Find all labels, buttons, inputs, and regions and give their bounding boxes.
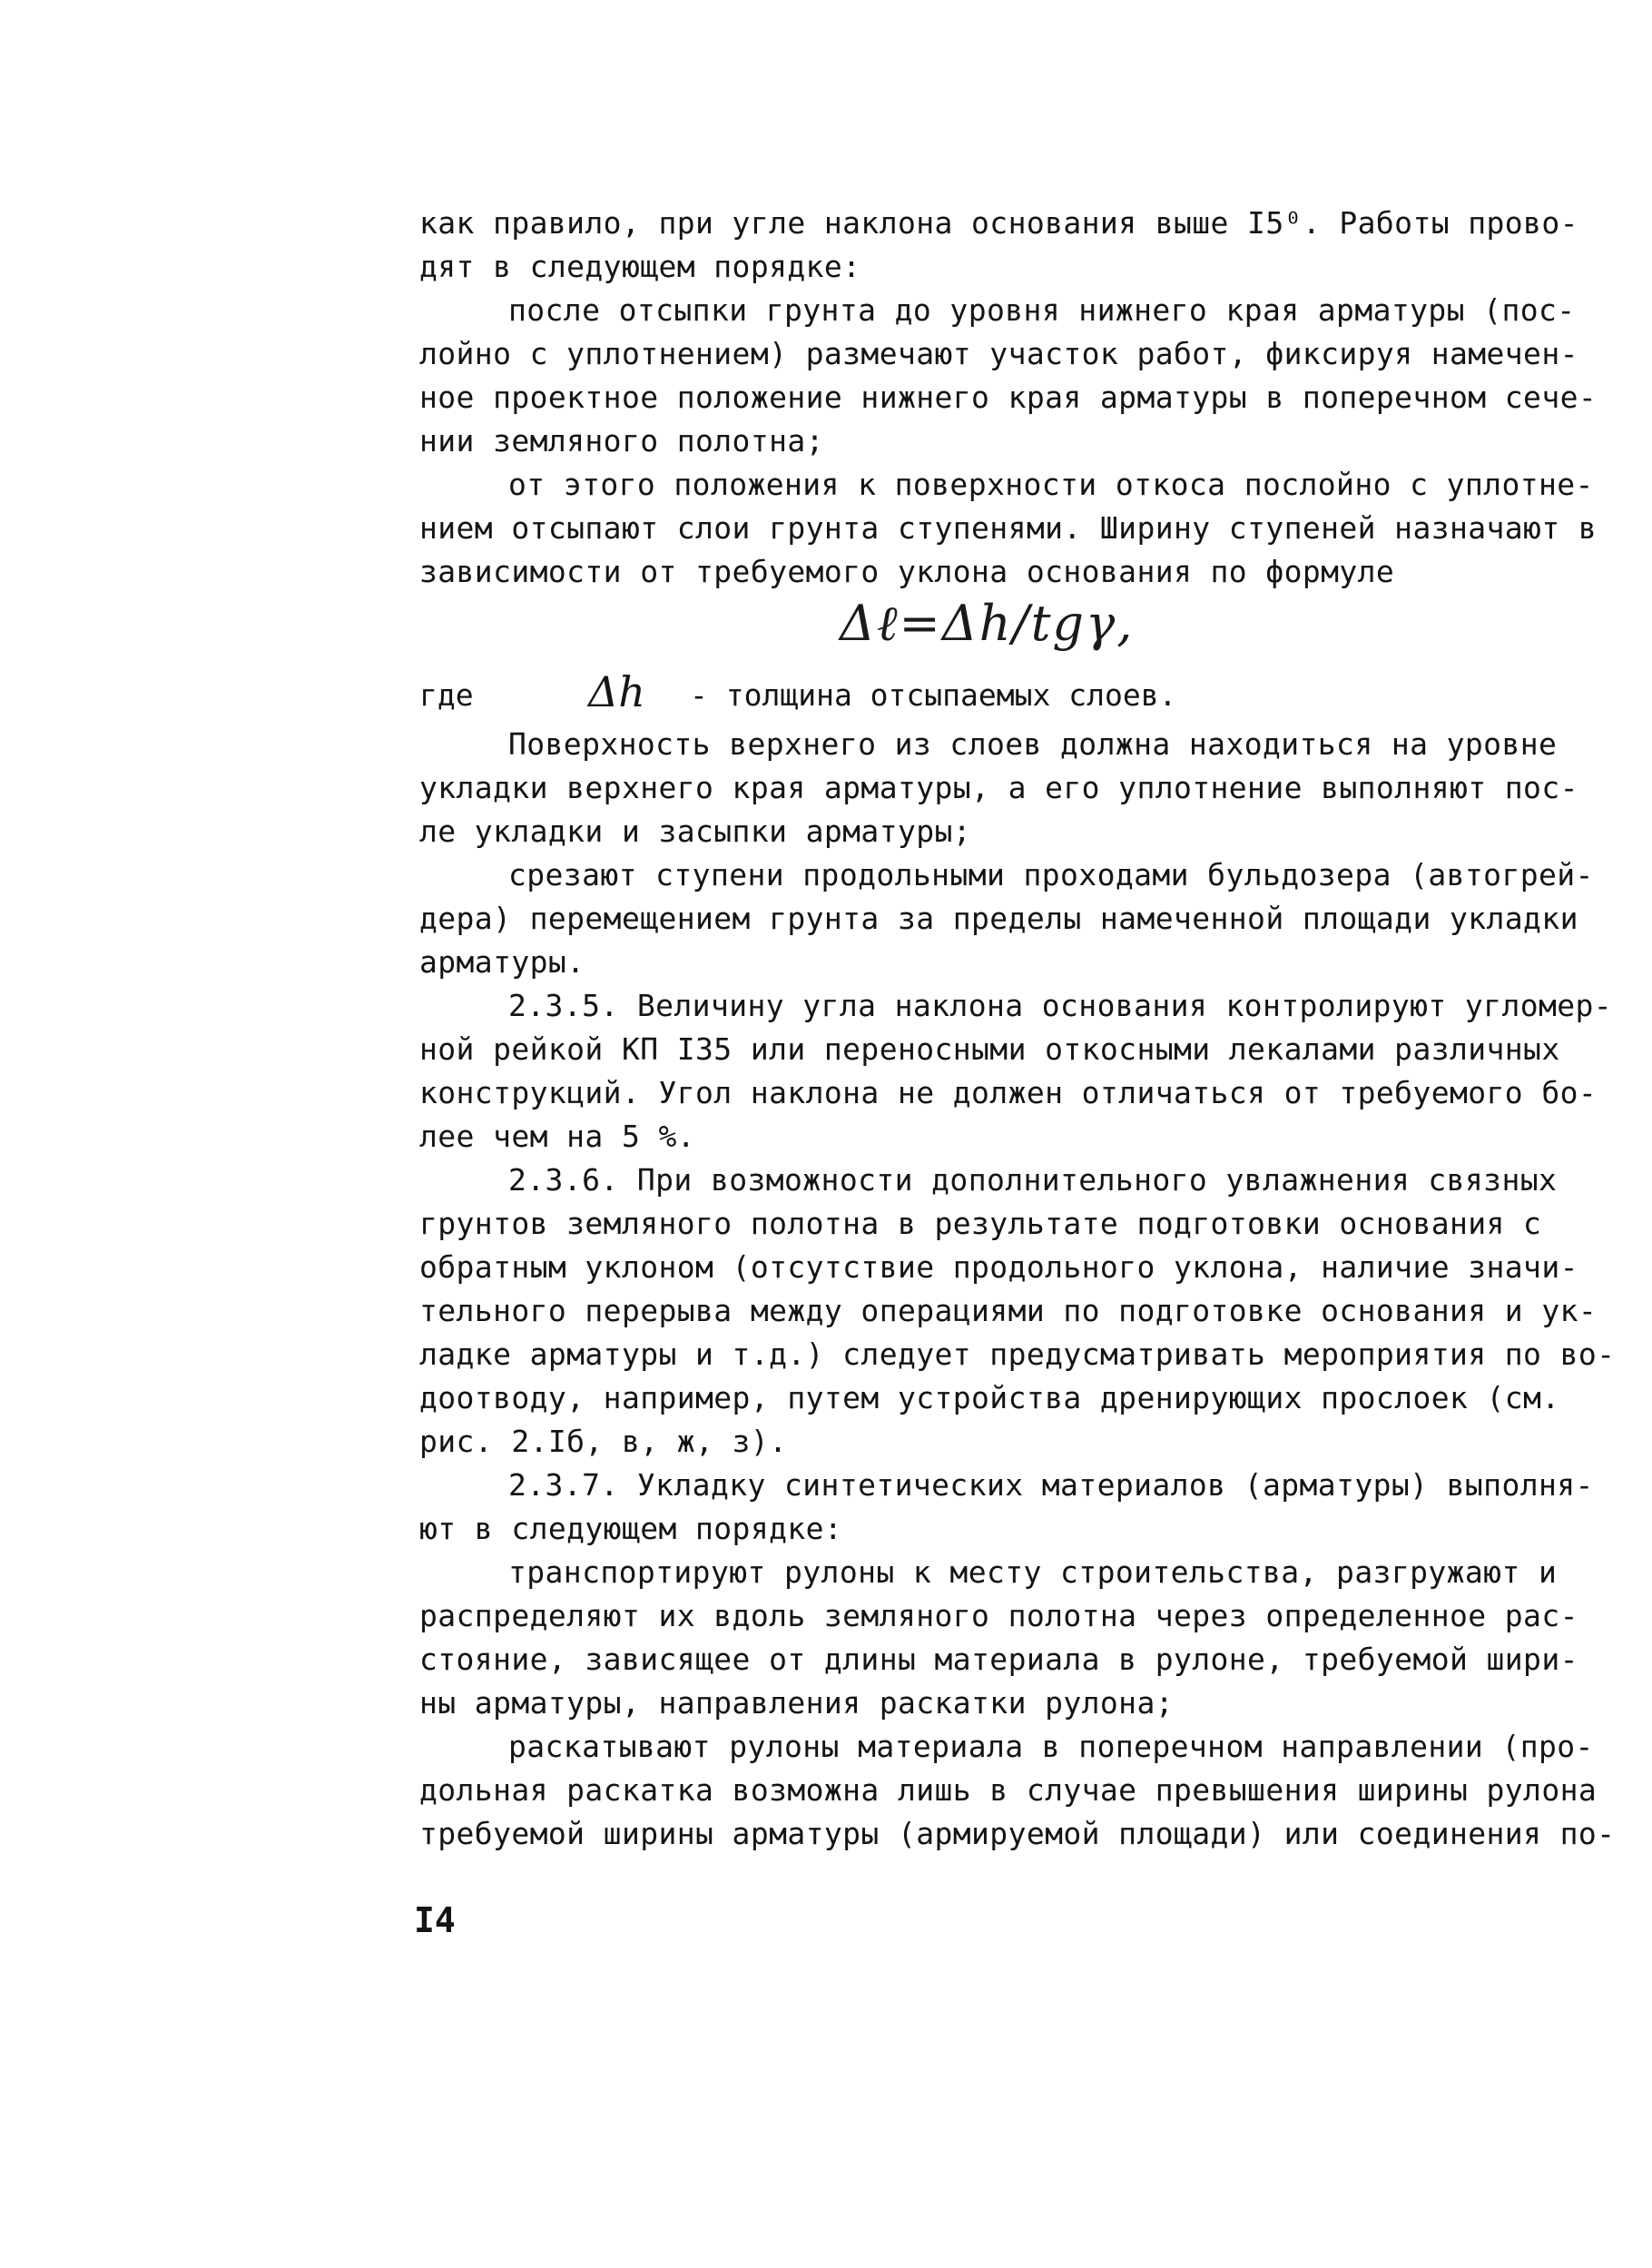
text-line: грунтов земляного полотна в результате подготовки основания с [419,1206,1542,1241]
text-line: требуемой ширины арматуры (армируемой площади) или соединения по- [419,1816,1616,1851]
text-line: 2.3.7. Укладку синтетических материалов (арматуры) выполня- [508,1467,1594,1503]
text-line: ной рейкой КП I35 или переносными откосными лекалами различных [419,1031,1560,1067]
text-line: арматуры. [419,944,585,980]
text-line: ют в следующем порядке: [419,1511,843,1546]
where-label: где [419,677,474,713]
text-line: нием отсыпают слои грунта ступенями. Ширину ступеней назначают в [419,510,1598,546]
text-line: дера) перемещением грунта за пределы намеченной площади укладки [419,901,1578,936]
text-line: конструкций. Угол наклона не должен отличаться от требуемого бо- [419,1075,1598,1110]
text-line: как правило, при угле наклона основания выше I5⁰. Работы прово- [419,205,1578,241]
text-line: 2.3.5. Величину угла наклона основания контролируют угломер- [508,988,1613,1023]
text-line: срезают ступени продольными проходами бульдозера (автогрей- [508,857,1594,892]
text-line: лойно с уплотнением) размечают участок работ, фиксируя намечен- [419,336,1578,371]
text-line: рис. 2.Iб, в, ж, з). [419,1424,788,1459]
where-symbol: Δh [588,667,645,716]
text-line: дят в следующем порядке: [419,249,861,284]
text-line: ладке арматуры и т.д.) следует предусматривать мероприятия по во- [419,1336,1616,1372]
text-line: транспортируют рулоны к месту строительства, разгружают и [508,1554,1558,1590]
text-line: лее чем на 5 %. [419,1119,696,1154]
text-line: после отсыпки грунта до уровня нижнего края арматуры (пос- [508,292,1576,328]
text-line: тельного перерыва между операциями по подготовке основания и ук- [419,1293,1598,1328]
text-line: от этого положения к поверхности откоса послойно с уплотне- [508,467,1594,502]
text-line: обратным уклоном (отсутствие продольного уклона, наличие значи- [419,1249,1578,1285]
text-line: Поверхность верхнего из слоев должна находиться на уровне [508,726,1558,762]
text-line: ное проектное положение нижнего края арматуры в поперечном сече- [419,380,1598,415]
text-line: доотводу, например, путем устройства дренирующих прослоек (см. [419,1380,1560,1415]
text-line: стояние, зависящее от длины материала в рулоне, требуемой шири- [419,1642,1578,1677]
text-line: ны арматуры, направления раскатки рулона; [419,1685,1174,1721]
page-number: I4 [414,1900,456,1940]
text-line: ле укладки и засыпки арматуры; [419,814,972,849]
text-line: укладки верхнего края арматуры, а его уплотнение выполняют пос- [419,770,1578,805]
text-line: распределяют их вдоль земляного полотна через определенное рас- [419,1598,1578,1633]
text-line: зависимости от требуемого уклона основания по формуле [419,554,1395,589]
text-line: дольная раскатка возможна лишь в случае превышения ширины рулона [419,1772,1598,1808]
where-definition: - толщина отсыпаемых слоев. [690,677,1177,713]
text-line: нии земляного полотна; [419,423,824,459]
formula: Δℓ=Δh/tgγ, [840,595,1135,652]
text-line: 2.3.6. При возможности дополнительного увлажнения связных [508,1162,1558,1198]
text-line: раскатывают рулоны материала в поперечном направлении (про- [508,1729,1594,1764]
